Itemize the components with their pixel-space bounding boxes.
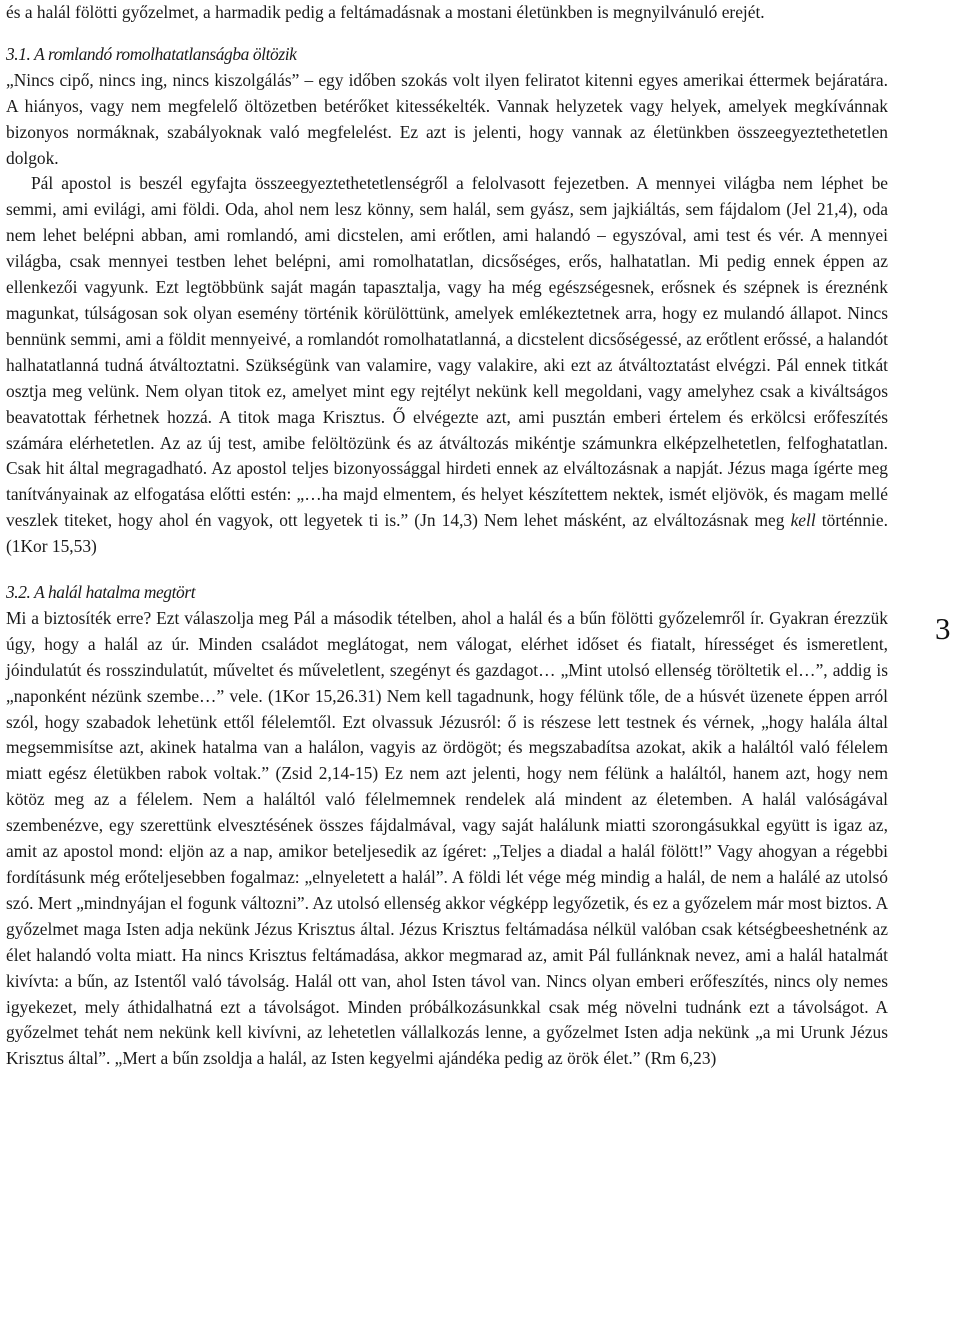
section-3-1-paragraph-1: „Nincs cipő, nincs ing, nincs kiszolgálás” – egy időben szokás volt ilyen feliratot kitenni egyes amerikai éttermek bejáratára. A hiányos, vagy nem megfelelő öltözetben betérőket kitessékelték. Vannak helyzetek vagy helyek, amelyek megkívánnak bizonyos normáknak, szabályoknak való megfelelést. Ez azt is jelenti, hogy vannak az életünkben összeegyeztethetetlen dolgok. xyxy=(6,69,888,168)
section-heading-3-1: 3.1. A romlandó romolhatatlanságba öltözik xyxy=(6,43,297,64)
document-page xyxy=(6,0,888,1072)
page-number: 3 xyxy=(935,611,951,646)
paragraph-text: Pál apostol is beszél egyfajta összeegyeztethetetlenségről a felolvasott fejezetben. A mennyei világba nem léphet be semmi, ami evilági, ami földi. Oda, ahol nem lesz könny, sem halál, sem gyász, sem jajkiáltás, sem fájdalom (Jel 21,4), oda nem lehet belépni abban, ami romlandó, ami dicstelen, ami erőtlen, ami halandó – egyszóval, ami test és vér. A mennyei világba, csak mennyei testben lehet belépni, ami romolhatatlan, dicsőséges, erős, halhatatlan. Mi pedig ennek éppen az ellenkezői vagyunk. Ezt legtöbbünk saját magán tapasztalja, vagy ha még egészségesnek, erősnek és szépnek is éreznénk magunkat, túlságosan sok olyan esemény történik körülöttünk, amelyek emlékeztetnek arra, hogy ez mulandó állapot. Nincs bennünk semmi, ami a földit mennyeivé, a romlandót romolhatatlanná, a dicstelent dicsőségessé, az erőtlent erőssé, a halandót halhatatlanná tudná átváltoztatni. Szükségünk van valamire, vagy valakire, aki ezt az átváltoztatást elvégzi. Pál ennek titkát osztja meg velünk. Nem olyan titok ez, amelyet mint egy rejtélyt nekünk kell megoldani, vagy amelyhez csak a kiváltságos beavatottak férhetnek hozzá. A titok maga Krisztus. Ő elvégezte azt, ami pusztán emberi értelem és erkölcsi erőfeszítés számára elérhetetlen. Az az új test, amibe felöltözünk és az átváltozás mikéntje számunkra elképzelhetetlen, felfoghatatlan. Csak hit által megragadható. Az apostol teljes bizonyossággal hirdeti ennek az elváltozásnak a napját. Jézus maga ígérte meg tanítványainak az elfogatása előtti estén: „…ha majd elmentem, és helyet készítettem nektek, ismét eljövök, és magam mellé veszlek titeket, hogy ahol én vagyok, ott legyetek ti is.” (Jn 14,3) Nem lehet másként, az elváltozásnak meg xyxy=(6,173,888,531)
section-3-1-paragraph-2 xyxy=(6,171,888,560)
section-3-2-paragraph-1: Mi a biztosíték erre? Ezt válaszolja meg Pál a második tételben, ahol a halál és a bűn fölötti győzelemről ír. Gyakran érezzük úgy, hogy a halál az úr. Minden családot meglátogat, nem válogat, elérhet időset és fiatalt, hírességet és ismeretlent, jóindulatút és rosszindulatút, műveltet és műveletlent, szegényt és gazdagot… „Mint utolsó ellenség töröltetik el…”, addig is „naponként nézünk szembe…” vele. (1Kor 15,26.31) Nem kell tagadnunk, hogy félünk tőle, de a húsvét üzenete éppen arról szól, hogy szabadok lehetünk ettől félelemtől. Ezt olvassuk Jézusról: ő is részese lett testnek és vérnek, „hogy halála által megsemmisítse azt, akinek hatalma van a halálon, vagyis az ördögöt; és megszabadítsa azokat, akik a haláltól való félelem miatt egész életükben rabok voltak.” (Zsid 2,14-15) Ez nem azt jelenti, hogy nem félünk a haláltól, hanem azt, hogy nem kötöz meg az a félelem. Nem a haláltól való félelmemnek rendelek alá mindent az életemben. A halál valóságával szembenézve, egy szerettünk elvesztésének összes fájdalmával, vagy saját halálunk miatti szorongásukkal együtt is igaz az, amit az apostol mond: eljön az a nap, amikor beteljesedik az ígéret: „Teljes a diadal a halál fölött!” Vagy ahogyan a régebbi fordításunk még erőteljesebben fogalmaz: „elnyeletett a halál”. A földi lét vége még mindig a halál, de nem a halálé az utolsó szó. Mert „mindnyájan el fogunk változni”. Az utolsó ellenség akkor végképp legyőzetik, és ez a győzelem már most biztos. A győzelmet maga Isten adja nekünk Jézus Krisztus által. Jézus Krisztus feltámadása nélkül valóban csak kétségbeeshetnénk az élet halandó volta miatt. Ha nincs Krisztus feltámadása, akkor megmarad az, amit Pál fullánknak nevez, ami a halál hatalmát kivívta: a bűn, az Istentől való távolság. Halál ott van, ahol Isten távol van. Nincs olyan emberi erőfeszítés, nincs oly nemes igyekezet, mely áthidalhatná ezt a távolságot. Minden próbálkozásunkkal csak még növelni tudnánk ezt a távolságot. A győzelmet tehát nem nekünk kell kivívni, az lehetetlen vállalkozás lenne, a győzelmet Isten adja nekünk „a mi Urunk Jézus Krisztus által”. „Mert a bűn zsoldja a halál, az Isten kegyelmi ajándéka pedig az örök élet.” (Rm 6,23) xyxy=(6,607,888,1069)
section-heading-3-2: 3.2. A halál hatalma megtört xyxy=(6,582,196,603)
spacer xyxy=(6,560,888,580)
emphasis-word: kell xyxy=(790,510,816,531)
spacer xyxy=(6,26,888,42)
intro-paragraph: és a halál fölötti győzelmet, a harmadik pedig a feltámadásnak a mostani életünkben is megnyilvánuló erejét. xyxy=(6,2,765,22)
paragraph-text-end: történnie. (1Kor 15,53) xyxy=(6,510,888,557)
